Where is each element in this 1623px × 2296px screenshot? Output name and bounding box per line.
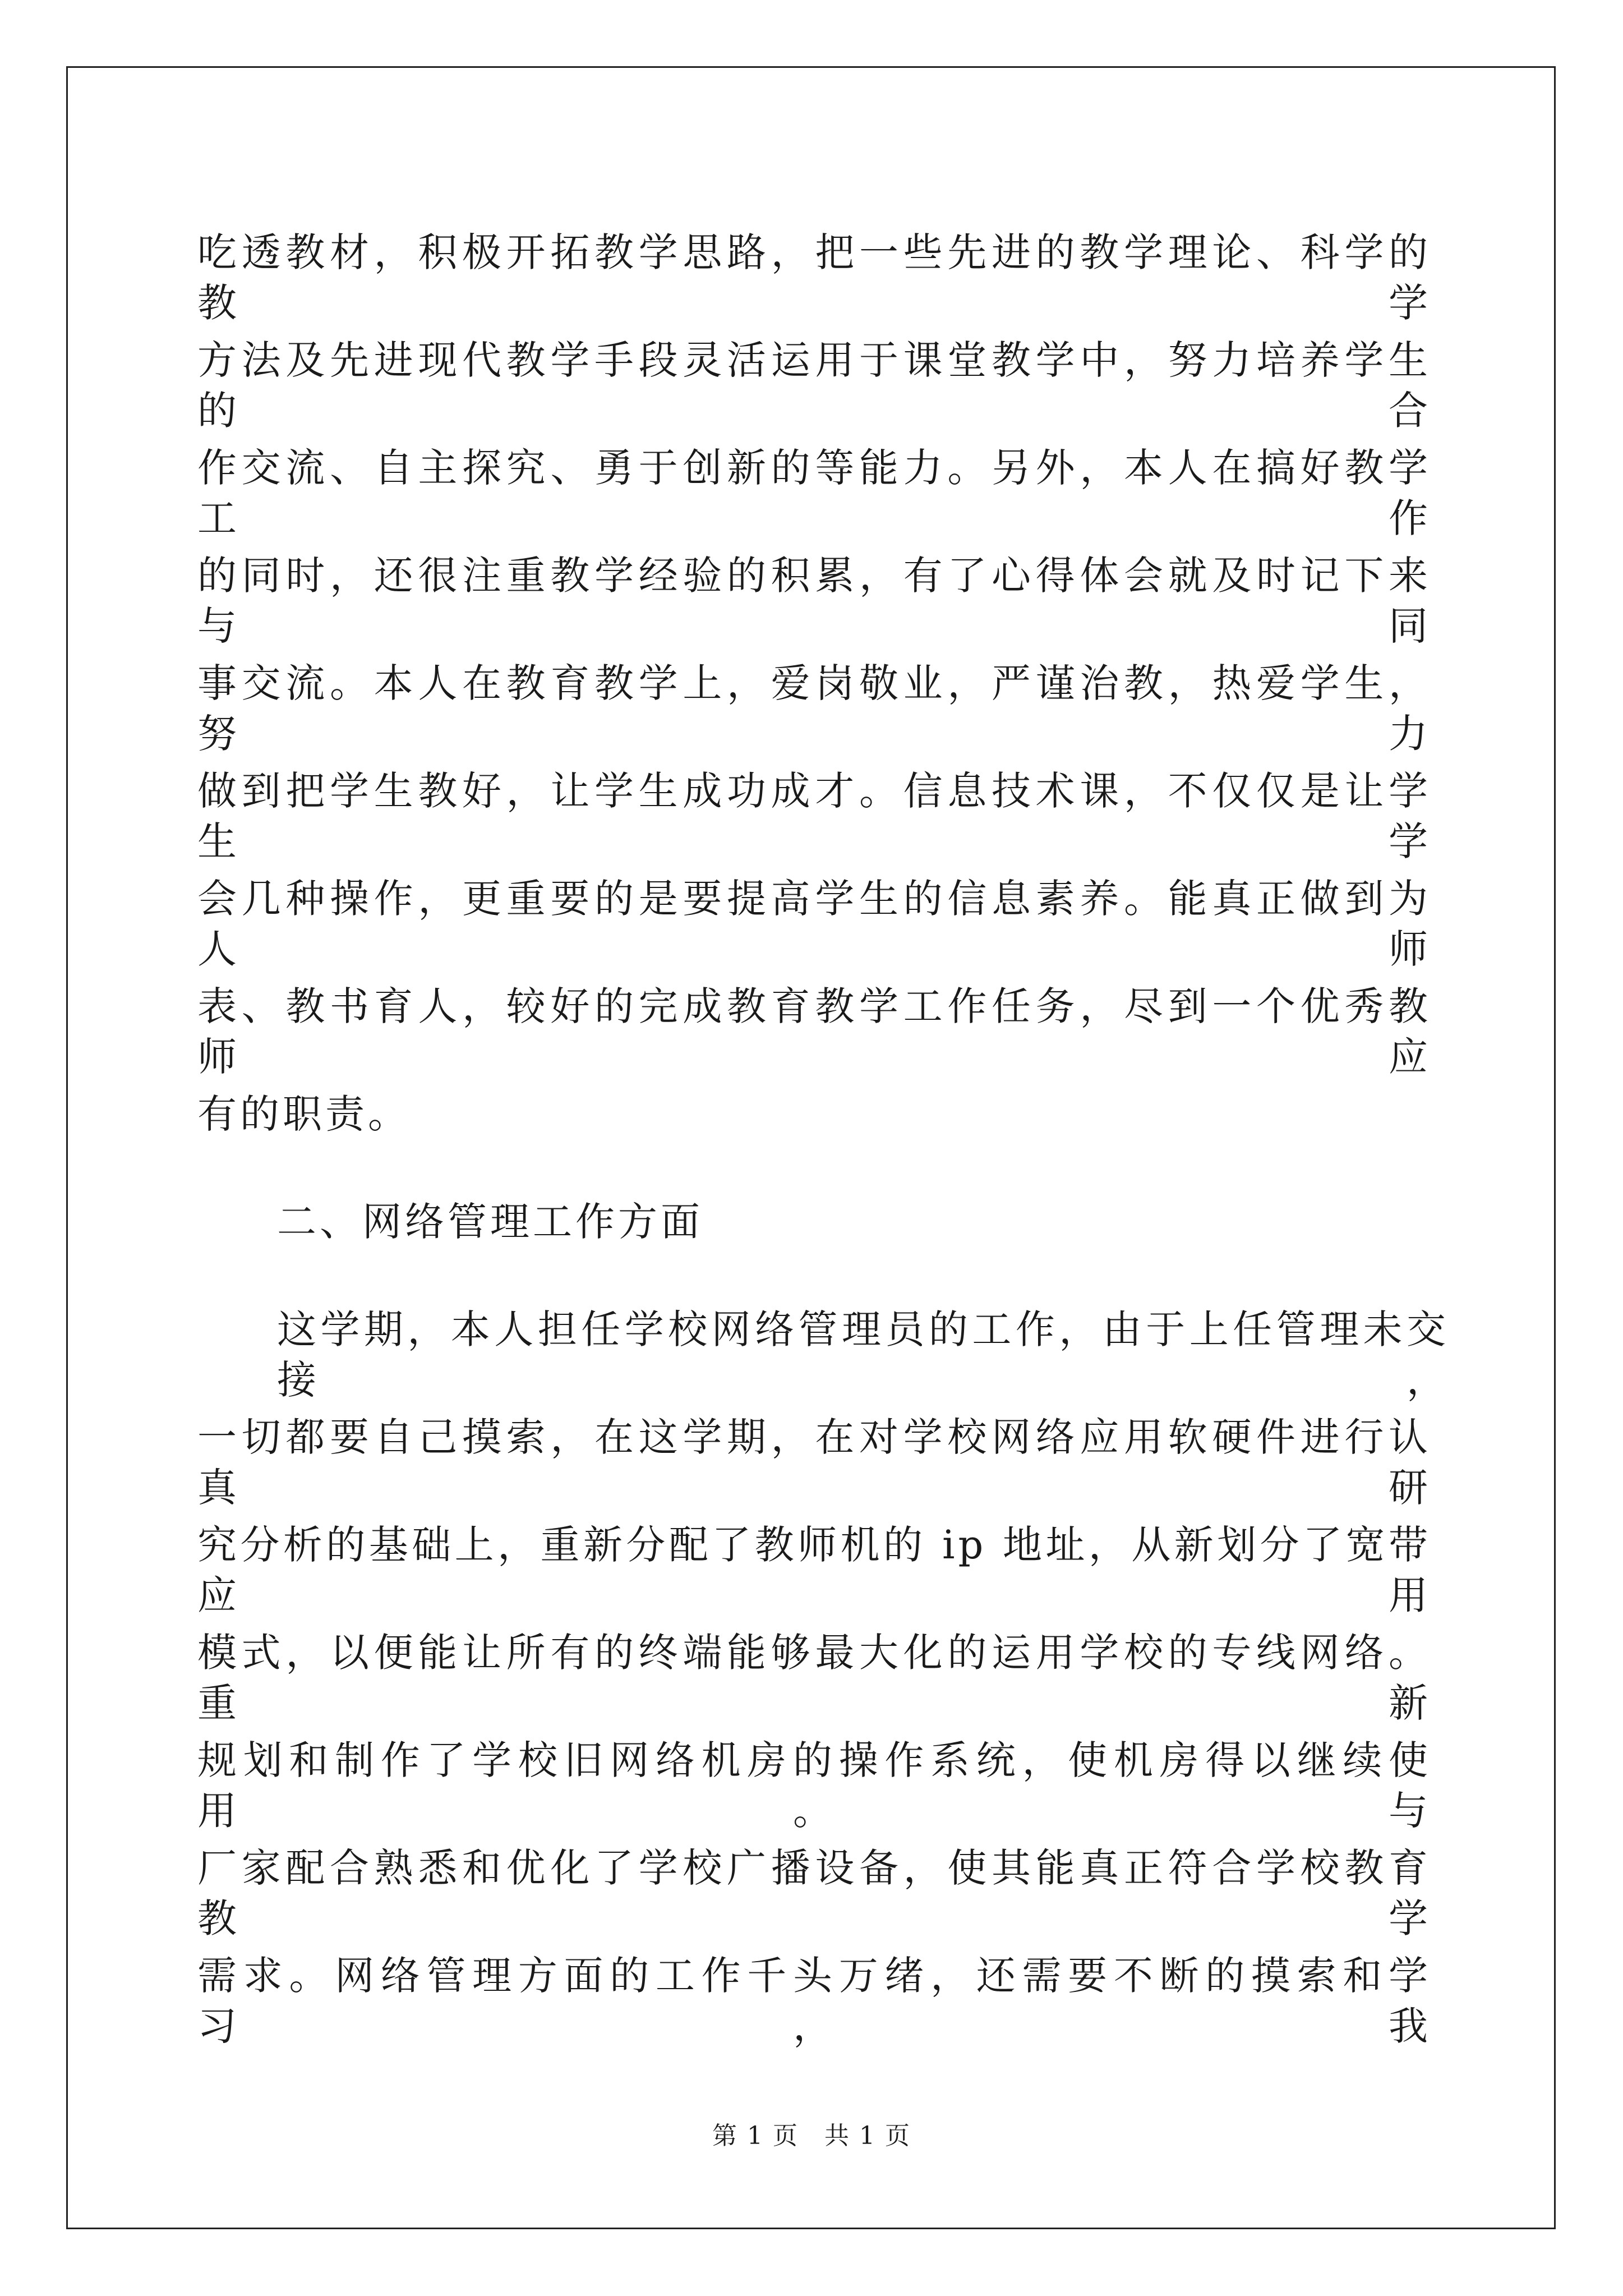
body-text-line: 方法及先进现代教学手段灵活运用于课堂教学中，努力培养学生的合 bbox=[197, 337, 1431, 434]
body-text-line: 这学期，本人担任学校网络管理员的工作，由于上任管理未交接， bbox=[277, 1306, 1449, 1403]
body-text-line: 一切都要自己摸索，在这学期，在对学校网络应用软硬件进行认真研 bbox=[197, 1414, 1431, 1511]
body-text-line: 模式，以便能让所有的终端能够最大化的运用学校的专线网络。重新 bbox=[197, 1630, 1431, 1726]
body-text-line: 究分析的基础上，重新分配了教师机的 ip 地址，从新划分了宽带应用 bbox=[197, 1522, 1431, 1618]
section-heading: 二、网络管理工作方面 bbox=[277, 1199, 703, 1245]
body-text-line: 厂家配合熟悉和优化了学校广播设备，使其能真正符合学校教育教学 bbox=[197, 1845, 1431, 1941]
body-text-line: 需求。网络管理方面的工作千头万绪，还需要不断的摸索和学习，我 bbox=[197, 1953, 1431, 2049]
body-text-line: 会几种操作，更重要的是要提高学生的信息素养。能真正做到为人师 bbox=[197, 876, 1431, 972]
body-text-line: 表、教书育人，较好的完成教育教学工作任务，尽到一个优秀教师应 bbox=[197, 983, 1431, 1080]
body-text-line: 吃透教材，积极开拓教学思路，把一些先进的教学理论、科学的教学 bbox=[197, 229, 1431, 326]
body-text-line: 做到把学生教好，让学生成功成才。信息技术课，不仅仅是让学生学 bbox=[197, 768, 1431, 864]
page-number-footer: 第 1 页 共 1 页 bbox=[712, 2122, 911, 2150]
body-text-line: 的同时，还很注重教学经验的积累，有了心得体会就及时记下来与同 bbox=[197, 553, 1431, 649]
body-text-line: 作交流、自主探究、勇于创新的等能力。另外，本人在搞好教学工作 bbox=[197, 445, 1431, 541]
body-text-line: 有的职责。 bbox=[197, 1091, 411, 1137]
body-text-line: 规划和制作了学校旧网络机房的操作系统，使机房得以继续使用。与 bbox=[197, 1737, 1431, 1834]
body-text-line: 事交流。本人在教育教学上，爱岗敬业，严谨治教，热爱学生，努力 bbox=[197, 660, 1431, 757]
